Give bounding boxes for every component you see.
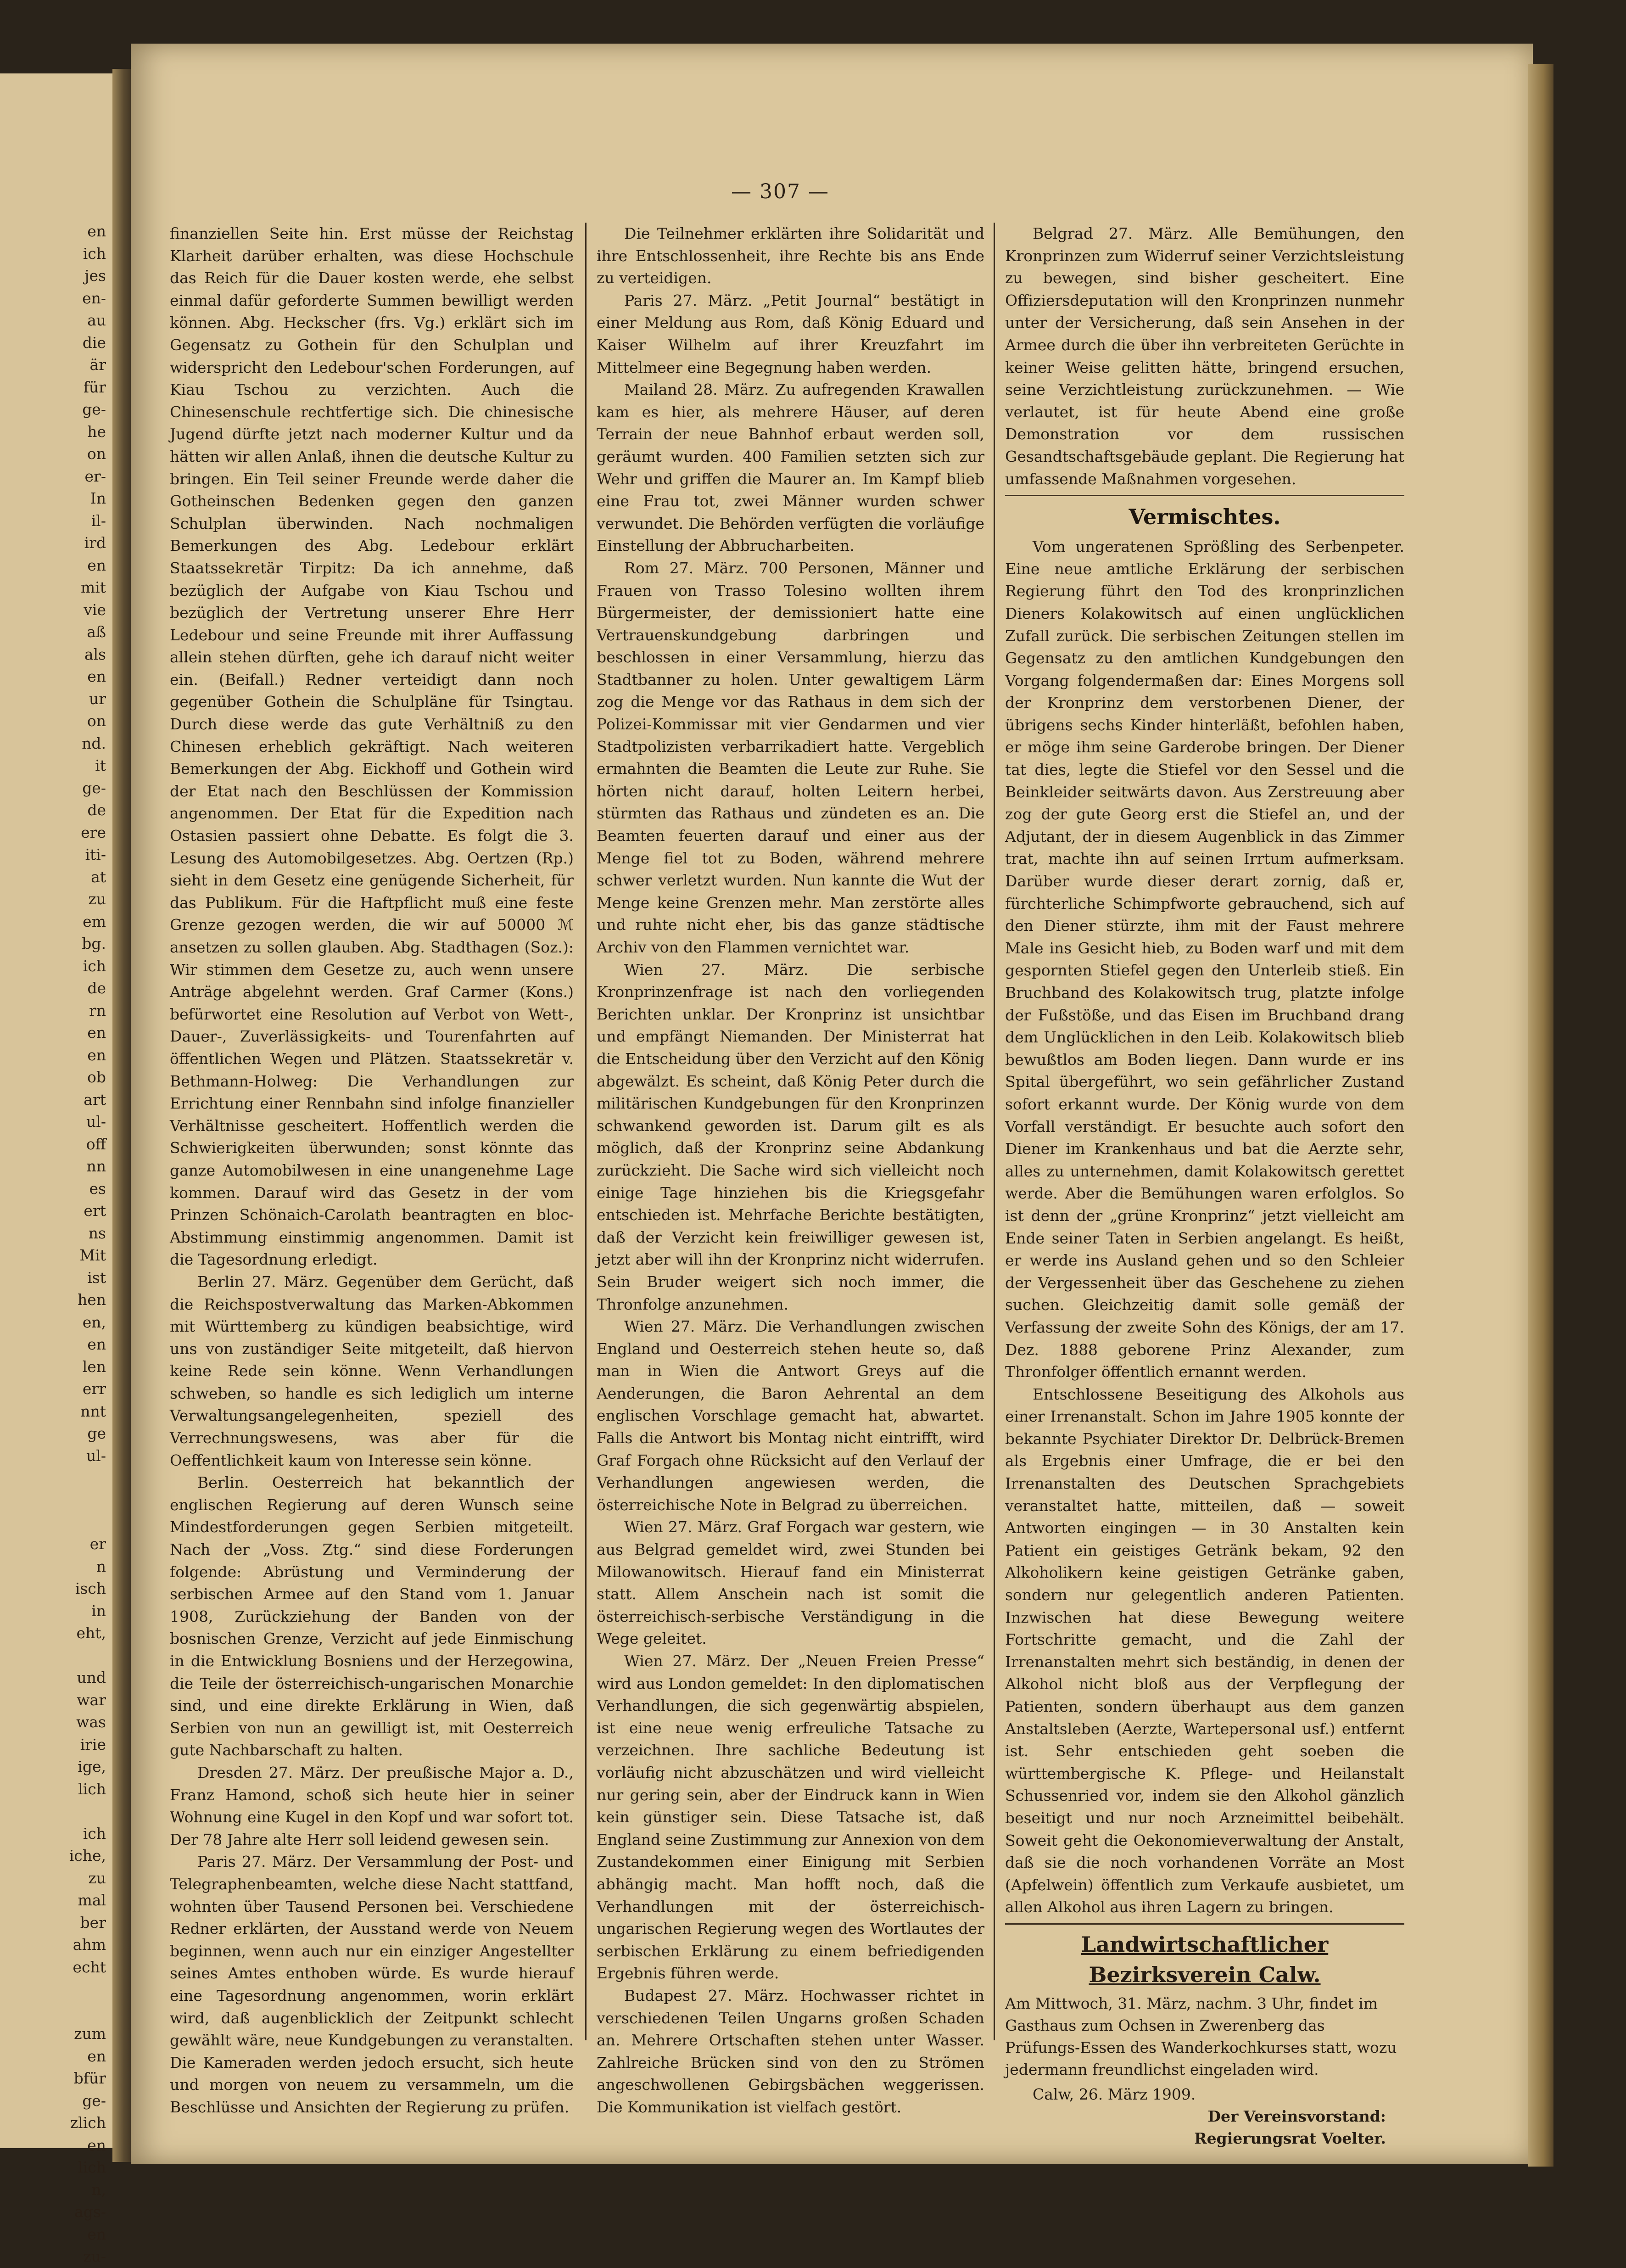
article-paragraph: Berlin. Oesterreich hat bekanntlich der englischen Regierung auf deren Wunsch seine Mindestforderungen gegen Serbien mitgeteilt. Nach der „Voss. Ztg.“ sind diese Forderungen folgende: Abrüstung und Verminderung der serbischen Armee auf den Stand vom 1. Januar 1908, Zurückziehung der Banden von der bosnischen Grenze, Verzicht auf jede Einmischung in die Entwicklung Bosniens und der Herzegowina, die Teile der österreichisch-ungarischen Monarchie sind, und eine direkte Erklärung in Wien, daß Serbien von nun an gewilligt ist, mit Oesterreich gute Nachbarschaft zu halten. bbox=[170, 1473, 574, 1759]
column-2 bbox=[597, 223, 984, 2118]
article-paragraph: finanziellen Seite hin. Erst müsse der Reichstag Klarheit darüber erhalten, was diese Hochschule das Reich für die Dauer kosten werde, ehe selbst einmal dafür geforderte Summen bewilligt werden können. Abg. Heckscher (frs. Vg.) erklärt sich im Gegensatz zu Gothein für den Schulplan und widerspricht den Ledebour'schen Forderungen, auf Kiau Tschou zu verzichten. Auch die Chinesenschule rechtfertige sich. Die chinesische Jugend dürfte jetzt nach moderner Kultur und da hätten wir allen Anlaß, ihnen die deutsche Kultur zu bringen. Ein Teil seiner Freunde werde daher die Gotheinschen Bedenken gegen den ganzen Schulplan überwinden. Nach nochmaligen Bemerkungen des Abg. Ledebour erklärt Staatssekretär Tirpitz: Da ich annehme, daß bezüglich der Aufgabe von Kiau Tschou und bezüglich der Vertretung unserer Ehre Herr Ledebour und seine Freunde mit ihrer Auffassung allein stehen dürften, gehe ich darauf nicht weiter ein. (Beifall.) Redner verteidigt dann noch gegenüber Gothein die Schulpläne für Tsingtau. Durch diese werde das gute Verhältniß zu den Chinesen erheblich gekräftigt. Nach weiteren Bemerkungen der Abg. Eickhoff und Gothein wird der Etat nach den Beschlüssen der Kommission angenommen. Der Etat für die Expedition nach Ostasien passiert ohne Debatte. Es folgt die 3. Lesung des Automobilgesetzes. Abg. Oertzen (Rp.) sieht in dem Gesetz eine genügende Sicherheit, für das Publikum. Für die Haftpflicht muß eine feste Grenze gezogen werden, die wir auf 50000 ℳ ansetzen zu sollen glauben. Abg. Stadthagen (Soz.): Wir stimmen dem Gesetze zu, auch wenn unsere Anträge abgelehnt werden. Graf Carmer (Kons.) befürwortet eine Resolution auf Verbot von Wett-, Dauer-, Zuverlässigkeits- und Tourenfahrten auf öffentlichen Wegen und Plätzen. Staatssekretär v. Bethmann-Holweg: Die Verhandlungen zur Errichtung einer Rennbahn sind infolge finanzieller Verhältnisse gescheitert. Hoffentlich werden die Schwierigkeiten überwunden; sonst könnte das ganze Automobilwesen in eine unangenehme Lage kommen. Darauf wird das Gesetz in der vom Prinzen Schönaich-Carolath beantragten en bloc-Abstimmung einstimmig angenommen. Damit ist die Tagesordnung erledigt. bbox=[170, 224, 574, 1269]
section-heading: Vermischtes. bbox=[1129, 504, 1281, 530]
article-paragraph: Wien 27. März. Die Verhandlungen zwischen England und Oesterreich stehen heute so, daß man in Wien die Antwort Greys auf die Aenderungen, die Baron Aehrental an dem englischen Vorschlage gemacht hat, abwartet. Falls die Antwort bis Montag nicht eintrifft, wird Graf Forgach ohne Rücksicht auf den Verlauf der Verhandlungen angewiesen werden, die österreichische Note in Belgrad zu überreichen. bbox=[597, 1317, 984, 1514]
article-paragraph: Rom 27. März. 700 Personen, Männer und Frauen von Trasso Tolesino wollten ihrem Bürgermeister, der demissioniert hatte eine Vertrauenskundgebung darbringen und beschlossen in einer Versammlung, hierzu das Stadtbanner zu holen. Unter gewaltigem Lärm zog die Menge vor das Rathaus in dem sich der Polizei-Kommissar mit vier Gendarmen und vier Stadtpolizisten verbarrikadiert hatte. Vergeblich ermahnten die Beamten die Leute zur Ruhe. Sie hörten nicht darauf, holten Leitern herbei, stürmten das Rathaus und zündeten es an. Die Beamten feuerten darauf und einer aus der Menge fiel tot zu Boden, während mehrere schwer verletzt wurden. Nun kannte die Wut der Menge keine Grenzen mehr. Man zerstörte alles und ruhte nicht eher, bis das ganze städtische Archiv von den Flammen vernichtet war. bbox=[597, 559, 984, 956]
advertisement-signature-name: Regierungsrat Voelter. bbox=[1194, 2129, 1386, 2147]
column-3 bbox=[1005, 223, 1404, 2150]
article-paragraph: Wien 27. März. Die serbische Kronprinzenfrage ist nach den vorliegenden Berichten unklar. Der Kronprinz ist unsichtbar und empfängt Niemanden. Der Ministerrat hat die Entscheidung über den Verzicht auf den König abgewälzt. Es scheint, daß König Peter durch die militärischen Kundgebungen für den Kronprinzen schwankend geworden ist. Darum gilt es als möglich, daß der Kronprinz seine Abdankung zurückzieht. Die Sache wird sich vielleicht noch einige Tage hinziehen bis die Kriegsgefahr entschieden ist. Mehrfache Berichte bestätigten, daß der Verzicht kein freiwilliger gewesen ist, jetzt aber will ihn der Kronprinz nicht widerrufen. Sein Bruder weigert sich noch immer, die Thronfolge anzunehmen. bbox=[597, 960, 984, 1313]
advertisement-body: Am Mittwoch, 31. März, nachm. 3 Uhr, findet im Gasthaus zum Ochsen in Zwerenberg das Prüfungs-Essen des Wanderkochkurses statt, wozu jedermann freundlichst eingeladen wird. bbox=[1005, 1994, 1397, 2078]
column-divider bbox=[585, 223, 587, 2040]
article-paragraph: Paris 27. März. Der Versammlung der Post- und Telegraphenbeamten, welche diese Nacht stattfand, wohnten über Tausend Personen bei. Verschiedene Redner erklärten, der Ausstand werde von Neuem beginnen, wenn auch nur ein einziger Angestellter seines Amtes enthoben würde. Es wurde hierauf eine Tagesordnung angenommen, worin erklärt wird, daß augenblicklich der Zeitpunkt schlecht gewählt wäre, neue Kundgebungen zu veranstalten. Die Kameraden werden jedoch ersucht, sich heute und morgen von neuem zu versammeln, um die Beschlüsse und Ansichten der Regierung zu prüfen. bbox=[170, 1853, 574, 2116]
column-divider bbox=[994, 223, 995, 2040]
article-paragraph: Die Teilnehmer erklärten ihre Solidarität und ihre Entschlossenheit, ihre Rechte bis ans Ende zu verteidigen. bbox=[597, 224, 984, 287]
advertisement-title: Landwirtschaftlicher Bezirksverein Calw. bbox=[1081, 1932, 1329, 1987]
previous-page-edge bbox=[0, 73, 112, 2265]
article-paragraph: Wien 27. März. Der „Neuen Freien Presse“ wird aus London gemeldet: In den diplomatischen Verhandlungen, die sich gegenwärtig abspielen, ist eine neue wenig erfreuliche Tatsache zu verzeichnen. Ihre sachliche Bedeutung ist vorläufig nicht abzuschätzen und wird vielleicht nur gering sein, aber der Eindruck kann in Wien kein günstiger sein. Diese Tatsache ist, daß England seine Zustimmung zur Annexion von dem Zustandekommen einer Einigung mit Serbien abhängig macht. Man hofft noch, daß die Verhandlungen mit der österreichisch-ungarischen Regierung wegen des Wortlautes der serbischen Erklärung zu einem befriedigenden Ergebnis führen werde. bbox=[597, 1652, 984, 1982]
page-edge bbox=[1528, 64, 1553, 2167]
article-paragraph: Dresden 27. März. Der preußische Major a. D., Franz Hamond, schoß sich heute hier in seiner Wohnung eine Kugel in den Kopf und war sofort tot. Der 78 Jahre alte Herr soll leidend gewesen sein. bbox=[170, 1763, 574, 1848]
prev-page-fragment: er n isch in eht, und war was irie ige, lich ich iche, zu mal ber ahm echt zum en bfür ge- zlich en lich n, ags- en zu- bbox=[69, 1535, 106, 2265]
article-paragraph: Budapest 27. März. Hochwasser richtet in verschiedenen Teilen Ungarns großen Schaden an. Mehrere Ortschaften stehen unter Wasser. Zahlreiche Brücken sind von den zu Strömen angeschwollenen Gebirgsbächen weggerissen. Die Kommunikation ist vielfach gestört. bbox=[597, 1986, 984, 2116]
section-rule bbox=[1005, 495, 1404, 496]
article-paragraph: Berlin 27. März. Gegenüber dem Gerücht, daß die Reichspostverwaltung das Marken-Abkommen mit Württemberg zu kündigen beabsichtige, wird uns von zuständiger Seite mitgeteilt, daß hiervon keine Rede sein könne. Wenn Verhandlungen schweben, so handle es sich lediglich um interne Verwaltungsangelegenheiten, speziell des Verrechnungswesens, was aber für die Oeffentlichkeit kaum von Interesse sein könne. bbox=[170, 1272, 574, 1469]
article-paragraph: Paris 27. März. „Petit Journal“ bestätigt in einer Meldung aus Rom, daß König Eduard und Kaiser Wilhelm auf ihrer Kreuzfahrt im Mittelmeer eine Begegnung haben werden. bbox=[597, 291, 984, 376]
article-paragraph: Belgrad 27. März. Alle Bemühungen, den Kronprinzen zum Widerruf seiner Verzichtsleistung zu bewegen, sind bisher gescheitert. Eine Offiziersdeputation will den Kronprinzen nunmehr unter der Versicherung, daß sein Ansehen in der Armee durch die über ihn verbreiteten Gerüchte in keiner Weise gelitten hätte, bringend ersuchen, seine Verzichtleistung zurückzunehmen. — Wie verlautet, ist für heute Abend eine große Demonstration vor dem russischen Gesandtschaftsgebäude geplant. Die Regierung hat umfassende Maßnahmen vorgesehen. bbox=[1005, 224, 1404, 488]
section-rule bbox=[1005, 1923, 1404, 1925]
page-number: — 307 — bbox=[731, 180, 829, 203]
column-1 bbox=[170, 223, 574, 2118]
prev-page-fragment: en ich jes en- au die är für ge- he on er- In il- ird en mit vie aß als en ur on nd. it ge- de ere iti- at zu em bg. ich de rn en en ob art ul- off nn es ert ns Mit ist hen en, en len err nnt ge ul- bbox=[77, 222, 106, 1465]
advertisement bbox=[1005, 1929, 1404, 2150]
advertisement-signature-title: Der Vereinsvorstand: bbox=[1207, 2107, 1386, 2125]
article-paragraph: Wien 27. März. Graf Forgach war gestern, wie aus Belgrad gemeldet wird, zwei Stunden bei Milowanowitsch. Hierauf fand ein Ministerrat statt. Allem Anschein nach ist somit die österreichisch-serbische Verständigung in die Wege geleitet. bbox=[597, 1518, 984, 1648]
book-gutter bbox=[112, 69, 133, 2162]
article-paragraph: Mailand 28. März. Zu aufregenden Krawallen kam es hier, als mehrere Häuser, auf deren Terrain der neue Bahnhof erbaut werden soll, geräumt wurden. 400 Familien setzten sich zur Wehr und griffen die Maurer an. Im Kampf blieb eine Frau tot, zwei Männer wurden schwer verwundet. Die Behörden verfügten die vorläufige Einstellung der Abbrucharbeiten. bbox=[597, 381, 984, 555]
article-paragraph: Entschlossene Beseitigung des Alkohols aus einer Irrenanstalt. Schon im Jahre 1905 konnte der bekannte Psychiater Direktor Dr. Delbrück-Bremen als Ergebnis einer Umfrage, die er bei den Irrenanstalten des Deutschen Sprachgebiets veranstaltet hatte, mitteilen, daß — soweit Antworten eingingen — in 30 Anstalten kein Patient ein geistiges Getränk bekam, 92 den Alkoholikern keine geistigen Getränke gaben, sondern nur gelegentlich anderen Patienten. Inzwischen hat diese Bewegung weitere Fortschritte gemacht, und die Zahl der Irrenanstalten mehrt sich beständig, in denen der Alkohol nicht bloß aus der Verpflegung der Patienten, sondern überhaupt aus dem ganzen Anstaltsleben (Aerzte, Wartepersonal usf.) entfernt ist. Sehr entschieden geht soeben die württembergische K. Pflege- und Heilanstalt Schussenried vor, indem sie den Alkohol gänzlich beseitigt und nur noch Arzneimittel beibehält. Soweit geht die Oekonomieverwaltung der Anstalt, daß sie die noch vorhandenen Vorräte an Most (Apfelwein) öffentlich zum Verkaufe ausbietet, um allen Alkohol aus ihren Lagern zu bringen. bbox=[1005, 1385, 1404, 1916]
article-paragraph: Vom ungeratenen Sprößling des Serbenpeter. Eine neue amtliche Erklärung der serbischen Regierung führt den Tod des kronprinzlichen Dieners Kolakowitsch auf einen unglücklichen Zufall zurück. Die serbischen Zeitungen stellen im Gegensatz zu den amtlichen Kundgebungen den Vorgang folgendermaßen dar: Eines Morgens soll der Kronprinz dem verstorbenen Diener, der übrigens sechs Kinder hinterläßt, befohlen haben, er möge ihm seine Garderobe bringen. Der Diener tat dies, legte die Stiefel vor den Sessel und die Beinkleider seitwärts davon. Aus Zerstreuung aber zog der gute Georg erst die Stiefel an, und der Adjutant, der in diesem Augenblick in das Zimmer trat, machte ihn auf seinen Irrtum aufmerksam. Darüber wurde dieser derart zornig, daß er, fürchterliche Schimpfworte gebrauchend, sich auf den Diener stürzte, ihm mit der Faust mehrere Male ins Gesicht hieb, zu Boden warf und mit dem gespornten Stiefel gegen den Unterleib stieß. Ein Bruchband des Kolakowitsch trug, platzte infolge der Fußstöße, und das Eisen im Bruchband drang dem Unglücklichen in den Leib. Kolakowitsch blieb bewußtlos am Boden liegen. Dann wurde er ins Spital übergeführt, wo sein gefährlicher Zustand sofort erkannt wurde. Der König wurde von dem Vorfall verständigt. Er besuchte auch sofort den Diener im Krankenhaus und bat die Aerzte sehr, alles zu unternehmen, damit Kolakowitsch gerettet werde. Aber die Bemühungen waren erfolglos. So ist denn der „grüne Kronprinz“ jetzt vielleicht am Ende seiner Taten in Serbien angelangt. Es heißt, er werde ins Ausland gehen und so den Schleier der Vergessenheit über das Geschehene zu ziehen suchen. Gleichzeitig damit solle gemäß der Verfassung der zweite Sohn des Königs, der am 17. Dez. 1888 geborene Prinz Alexander, zum Thronfolger öffentlich ernannt werden. bbox=[1005, 538, 1404, 1381]
advertisement-date: Calw, 26. März 1909. bbox=[1033, 2085, 1196, 2103]
